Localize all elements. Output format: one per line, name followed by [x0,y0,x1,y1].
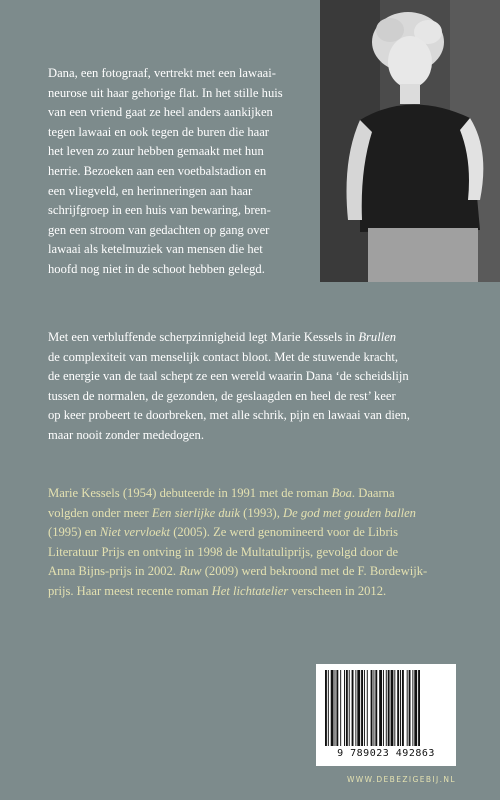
synopsis-line: gen een stroom van gedachten op gang over [48,222,270,237]
author-photo [320,0,500,282]
bio-text: (1995) en [48,525,100,540]
synopsis-line: het leven zo zuur hebben gemaakt met hun [48,144,264,159]
synopsis-paragraph [48,64,312,304]
bio-text: (2009) werd bekroond met de F. Bordewijk- [201,564,428,579]
book-title-brullen: Brullen [358,330,397,344]
book-title-ruw: Ruw [179,564,202,579]
author-photo-illustration [320,0,500,282]
synopsis-line: Dana, een fotograaf, vertrekt met een lawaai- [48,66,276,80]
bio-line: Literatuur Prijs en ontving in 1998 de Multatuliprijs, gevolgd door de [48,544,399,559]
bio-line [48,523,458,543]
review-line: op keer probeert te doorbreken, met alle schrik, pijn en lawaai van dien, [48,408,410,423]
bio-text: prijs. Haar meest recente roman [48,583,212,598]
synopsis-line: een vliegveld, en herinneringen aan haar [48,183,253,198]
bio-text: Marie Kessels (1954) debuteerde in 1991 met de roman [48,486,332,500]
bio-text: verscheen in 2012. [288,583,387,598]
synopsis-line: schrijfgroep in een huis van bewaring, bren- [48,203,271,218]
bio-text: (2005). Ze werd genomineerd voor de Libris [170,525,399,540]
publisher-website: WWW.DEBEZIGEBIJ.NL [346,775,456,784]
bio-line [48,504,458,524]
review-line: de complexiteit van menselijk contact bloot. Met de stuwende kracht, [48,349,399,364]
bio-text: (1993), [240,505,284,520]
author-bio-paragraph [48,484,458,602]
synopsis-line: neurose uit haar gehorige flat. In het stille huis [48,85,283,100]
bio-line [48,582,458,602]
bio-text: volgden onder meer [48,505,152,520]
synopsis-line: herrie. Bezoeken aan een voetbalstadion en [48,163,267,178]
review-line: tussen de normalen, de gezonden, de geslaagden en heel de rest’ keer [48,388,396,403]
synopsis-line: van een vriend gaat ze heel anders aankijken [48,105,273,120]
book-title-niet-vervloekt: Niet vervloekt [99,525,171,540]
bio-line [48,562,458,582]
barcode-bars [323,670,449,746]
review-line [48,328,448,348]
isbn-number: 9 789023 492863 [337,748,435,759]
bio-line [48,484,458,504]
book-title-lichtatelier: Het lichtatelier [211,583,289,598]
review-line: maar nooit zonder mededogen. [48,427,204,442]
bio-text: Anna Bijns-prijs in 2002. [48,564,180,579]
book-title-god-gouden-ballen: De god met gouden ballen [283,505,416,520]
isbn-barcode [316,664,456,766]
book-title-sierlijke-duik: Een sierlijke duik [151,505,241,520]
synopsis-line: hoofd nog niet in de schoot hebben gelegd. [48,261,265,276]
bio-text: . Daarna [351,486,395,500]
review-line-text: Met een verbluffende scherpzinnigheid legt Marie Kessels in [48,330,359,344]
review-paragraph [48,328,448,446]
review-line: de energie van de taal schept ze een wereld waarin Dana ‘de scheidslijn [48,369,409,384]
book-title-boa: Boa [331,486,352,500]
synopsis-line: tegen lawaai en ook tegen de buren die haar [48,124,269,139]
synopsis-line: lawaai als ketelmuziek van mensen die het [48,242,263,257]
